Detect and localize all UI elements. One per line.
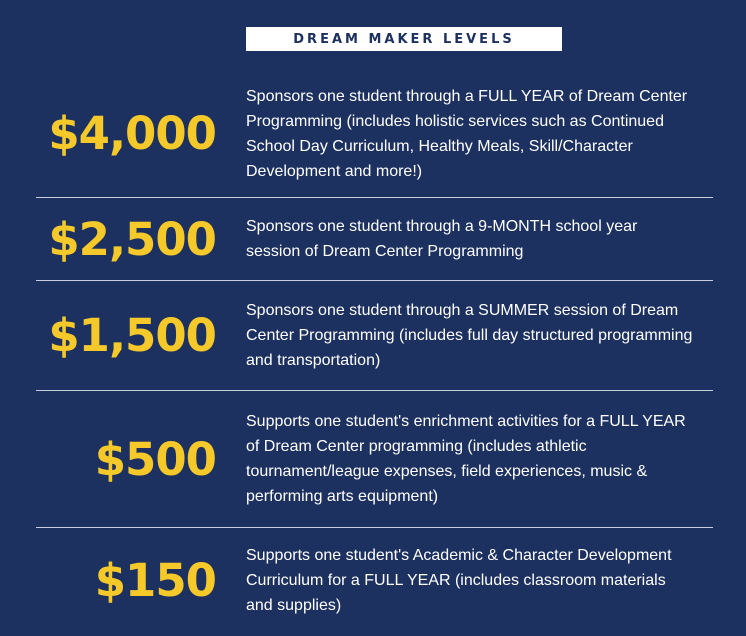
level-row [36,70,713,198]
level-row [36,528,713,632]
level-amount: $4,000 [48,107,216,160]
level-row [36,281,713,391]
level-amount: $500 [94,432,216,486]
level-row [36,198,713,281]
level-description: Supports one student's enrichment activities for a FULL YEAR of Dream Center programming (includes athletic tournament/league expenses, field experiences, music & performing arts equipment) [246,413,686,505]
level-amount: $1,500 [48,309,216,362]
level-description: Sponsors one student through a SUMMER session of Dream Center Programming (includes full day structured programming and transportation) [246,302,693,369]
level-row [36,391,713,528]
level-description: Sponsors one student through a 9-MONTH school year session of Dream Center Programming [246,218,638,260]
title-banner [246,27,562,51]
page-title: DREAM MAKER LEVELS [293,31,515,47]
level-description: Sponsors one student through a FULL YEAR of Dream Center Programming (includes holistic services such as Continued School Day Curriculum, Healthy Meals, Skill/Character Development and more!) [246,87,688,180]
level-description: Supports one student's Academic & Character Development Curriculum for a FULL YEAR (includes classroom materials and supplies) [246,546,672,614]
level-amount: $150 [94,553,216,607]
levels-list [36,70,713,632]
level-amount: $2,500 [48,212,216,266]
